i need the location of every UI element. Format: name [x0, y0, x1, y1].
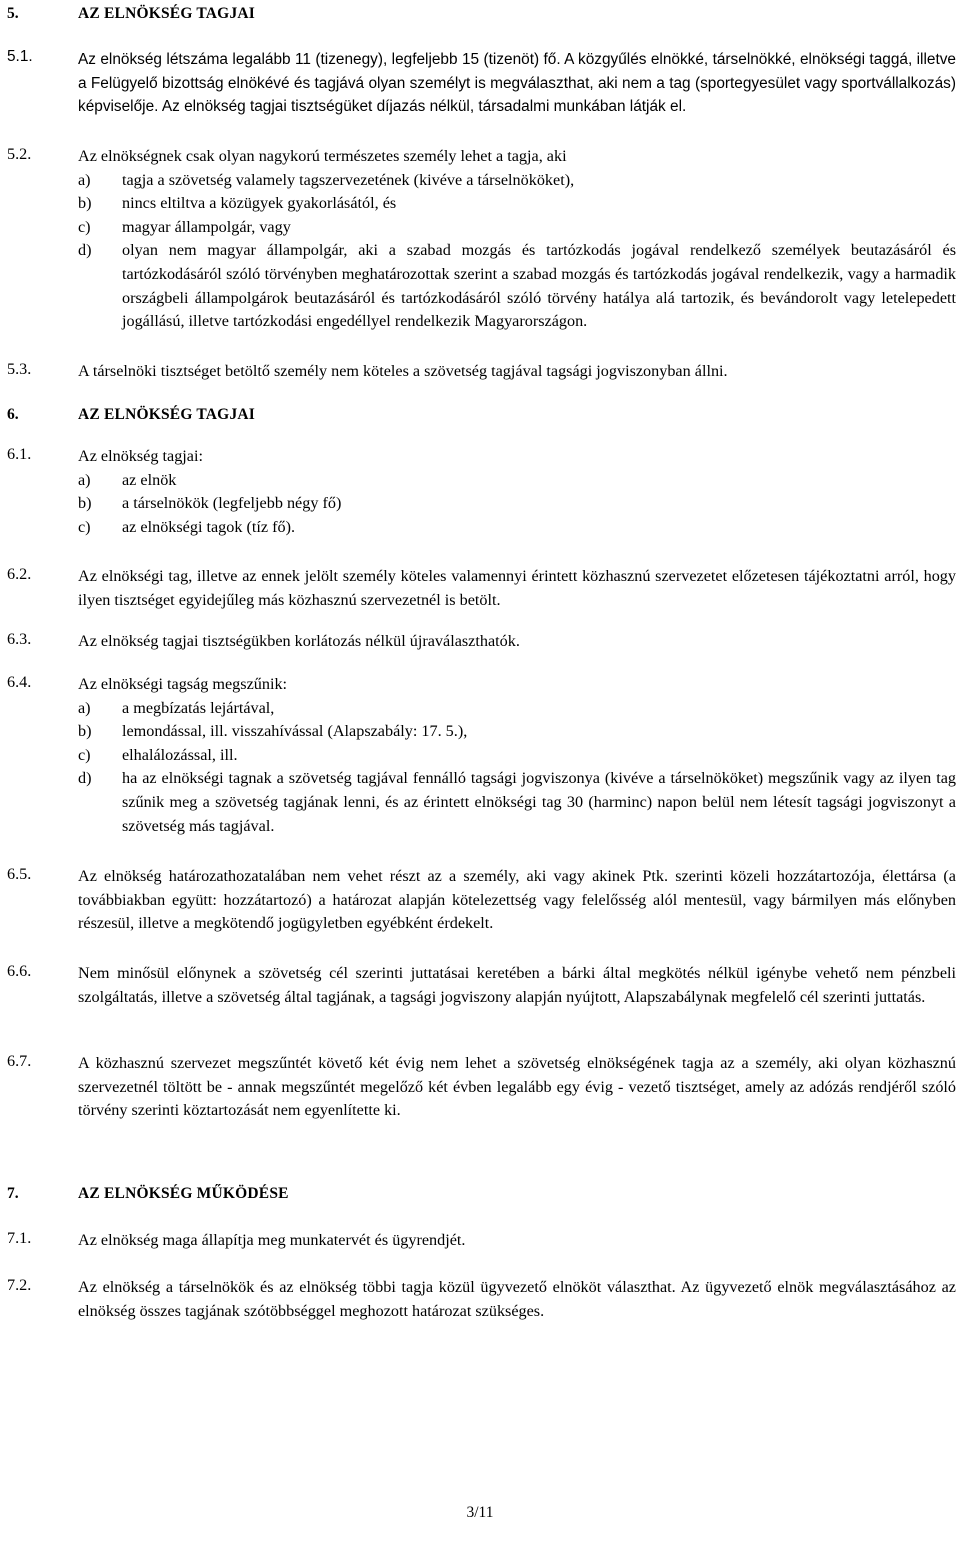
paragraph-number: 7.2. [7, 1276, 32, 1294]
paragraph-text: Az elnökség tagjai tisztségükben korlátozás nélkül újraválaszthatók. [78, 632, 520, 650]
list-text: az elnök [122, 470, 177, 489]
list-label: d) [78, 769, 92, 788]
paragraph-number: 6.1. [7, 445, 32, 463]
paragraph-number: 6.4. [7, 673, 32, 691]
list-item [78, 720, 956, 744]
list-label: a) [78, 470, 91, 489]
list-label: a) [78, 698, 91, 717]
list-item [78, 192, 956, 216]
list-item [78, 767, 956, 838]
section-number: 5. [7, 5, 19, 22]
list-item [78, 239, 956, 333]
paragraph-text: Az elnökség határozathozatalában nem vehet részt az a személy, aki vagy akinek Ptk. szerinti közeli hozzátartozója, élettársa (a továbbiakban együtt: hozzátartozó) a határozat alapján kötelezettség vagy felelősség alól mentesül, vagy bármilyen más előnyben részesül, illetve a megkötendő jogügyletben egyébként érdekelt. [78, 867, 956, 933]
list-text: lemondással, ill. visszahívással (Alapszabály: 17. 5.), [122, 722, 468, 741]
list-label: d) [78, 241, 92, 260]
list-text: a megbízatás lejártával, [122, 698, 275, 717]
paragraph-number: 5.2. [7, 145, 32, 163]
list-item [78, 492, 956, 516]
paragraph-number: 6.3. [7, 630, 32, 648]
paragraph-6-7 [7, 1052, 956, 1123]
paragraph-6-5 [7, 865, 956, 936]
paragraph-text: A társelnöki tisztséget betöltő személy nem köteles a szövetség tagjával tagsági jogviszonyban állni. [78, 362, 728, 380]
member-list [78, 469, 956, 540]
list-label: c) [78, 745, 91, 764]
paragraph-number: 5.3. [7, 360, 32, 378]
paragraph-7-2 [7, 1276, 956, 1323]
list-label: a) [78, 170, 91, 189]
section-title: AZ ELNÖKSÉG MŰKÖDÉSE [78, 1185, 289, 1202]
paragraph-text: Az elnökség létszáma legalább 11 (tizenegy), legfeljebb 15 (tizenöt) fő. A közgyűlés elnökké, társelnökké, elnökségi taggá, illetve a Felügyelő bizottság elnökévé és tagjává olyan személyt is megválaszthat, aki nem a tag (sportegyesület vagy sportvállalkozás) képviselője. Az elnökség tagjai tisztségüket díjazás nélkül, társadalmi munkában látják el. [78, 51, 956, 116]
paragraph-6-2 [7, 565, 956, 612]
list-text: olyan nem magyar állampolgár, aki a szabad mozgás és tartózkodás jogával rendelkező személyek beutazásáról és tartózkodásáról szóló törvényben meghatározottak szerint a szabad mozgás és tartózkodás jogával rendelkezik, vagy a harmadik országbeli állampolgárok beutazásáról és tartózkodásáról szóló törvény hatálya alá tartozik, és bevándorolt vagy letelepedett jogállású, illetve tartózkodási engedéllyel rendelkezik Magyarországon. [122, 241, 956, 331]
list-label: c) [78, 517, 91, 536]
condition-list [78, 169, 956, 334]
list-text: magyar állampolgár, vagy [122, 217, 291, 236]
list-label: b) [78, 494, 92, 513]
paragraph-text: Nem minősül előnynek a szövetség cél szerinti juttatásai keretében a bárki által megkötés nélkül igénybe vehető nem pénzbeli szolgáltatás, illetve a szövetség által tagjának, a tagsági jogviszony alapján nyújtott, Alapszabálynak megfelelő cél szerinti juttatás. [78, 964, 956, 1006]
list-item [78, 744, 956, 768]
list-text: a társelnökök (legfeljebb négy fő) [122, 494, 342, 513]
list-text: az elnökségi tagok (tíz fő). [122, 517, 296, 536]
list-item [78, 169, 956, 193]
paragraph-number: 6.2. [7, 565, 32, 583]
section-number: 6. [7, 406, 19, 423]
paragraph-6-6 [7, 962, 956, 1009]
paragraph-number: 6.6. [7, 962, 32, 980]
paragraph-6-1 [7, 445, 956, 539]
section-6-heading [7, 406, 255, 424]
section-title: AZ ELNÖKSÉG TAGJAI [78, 406, 256, 423]
paragraph-intro: Az elnökségnek csak olyan nagykorú természetes személy lehet a tagja, aki [78, 147, 567, 165]
list-item [78, 516, 956, 540]
paragraph-number: 7.1. [7, 1229, 32, 1247]
paragraph-5-3 [7, 360, 956, 384]
list-label: c) [78, 217, 91, 236]
list-text: nincs eltiltva a közügyek gyakorlásától, és [122, 194, 397, 213]
section-title: AZ ELNÖKSÉG TAGJAI [78, 5, 256, 22]
paragraph-text: A közhasznú szervezet megszűntét követő két évig nem lehet a szövetség elnökségének tagja az a személy, aki olyan közhasznú szervezetnél töltött be - annak megszűntét megelőző két évben legalább egy évig - vezető tisztséget, amely az adózás rendjéről szóló törvény szerinti köztartozását nem egyenlítette ki. [78, 1054, 956, 1120]
paragraph-intro: Az elnökség tagjai: [78, 447, 203, 465]
page-number: 3/11 [466, 1504, 494, 1521]
paragraph-text: Az elnökség maga állapítja meg munkatervét és ügyrendjét. [78, 1231, 466, 1249]
section-5-heading [7, 5, 255, 23]
section-7-heading [7, 1185, 289, 1203]
list-label: b) [78, 194, 92, 213]
paragraph-text: Az elnökségi tag, illetve az ennek jelölt személy köteles valamennyi érintett közhasznú szervezetet előzetesen tájékoztatni arról, hogy ilyen tisztséget egyidejűleg más közhasznú szervezetnél is betölt. [78, 567, 956, 609]
termination-list [78, 697, 956, 839]
list-text: ha az elnökségi tagnak a szövetség tagjával fennálló tagsági jogviszonya (kivéve a társelnököket) megszűnik vagy az ilyen tag szűnik meg a szövetség tagjának lenni, és az érintett elnökségi tag 30 (harminc) napon belül nem létesít tagsági jogviszonyt a szövetség más tagjával. [122, 769, 956, 835]
list-item [78, 216, 956, 240]
paragraph-intro: Az elnökségi tagság megszűnik: [78, 675, 288, 693]
paragraph-6-3 [7, 630, 956, 654]
paragraph-5-1 [7, 48, 956, 119]
paragraph-number: 6.7. [7, 1052, 32, 1070]
list-item [78, 469, 956, 493]
section-number: 7. [7, 1185, 19, 1202]
list-text: elhalálozással, ill. [122, 745, 238, 764]
list-text: tagja a szövetség valamely tagszervezetének (kivéve a társelnököket), [122, 170, 575, 189]
list-label: b) [78, 722, 92, 741]
paragraph-number: 6.5. [7, 865, 32, 883]
paragraph-6-4 [7, 673, 956, 838]
paragraph-7-1 [7, 1229, 956, 1253]
list-item [78, 697, 956, 721]
paragraph-5-2 [7, 145, 956, 334]
paragraph-number: 5.1. [7, 48, 33, 65]
paragraph-text: Az elnökség a társelnökök és az elnökség többi tagja közül ügyvezető elnököt választhat. Az ügyvezető elnök megválasztásához az elnökség összes tagjának szótöbbséggel meghozott határozat szükséges. [78, 1278, 956, 1320]
